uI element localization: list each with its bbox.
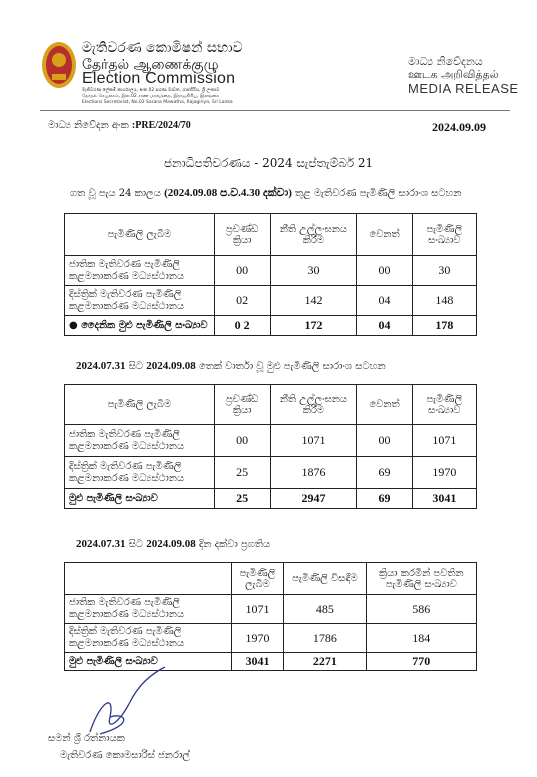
table-header-row — [65, 563, 477, 595]
table-cell: 00 — [357, 425, 412, 457]
row-label: ජාතික මැතිවරණ පැමිණිලි කළමනාකරණ මධ්‍යස්ථානය — [65, 595, 232, 624]
row-label: ජාතික මැතිවරණ පැමිණිලි කළමනාකරණ මධ්‍යස්ථානය — [65, 256, 215, 286]
column-header: පැමිණිලි සංඛ්‍යාව — [412, 214, 476, 256]
media-release-tamil: ஊடக அறிவித்தல் — [408, 68, 499, 81]
row-label: ජාතික මැතිවරණ පැමිණිලි කළමනාකරණ මධ්‍යස්ථානය — [65, 425, 215, 457]
address-line: Elections Secretariat, No.02 Sarana Mawatha, Rajagiriya, Sri Lanka — [82, 100, 233, 105]
row-label: දිස්ත්‍රික් මැතිවරණ පැමිණිලි කළමනාකරණ මධ්‍යස්ථානය — [65, 286, 215, 316]
header-divider — [40, 110, 510, 111]
caption-period: (2024.09.08 ප.ව.4.30 දක්වා) — [164, 187, 292, 199]
column-header — [65, 563, 232, 595]
handwritten-signature — [70, 662, 180, 742]
table-cell: 69 — [357, 457, 412, 489]
caption-text: සිට — [128, 539, 144, 550]
column-header: ප්‍රචණ්ඩ ක්‍රියා — [214, 214, 270, 256]
table-cell: 0 2 — [214, 316, 270, 336]
table-cell: 04 — [357, 286, 412, 316]
table-cell: 25 — [214, 489, 270, 509]
caption-date: 2024.07.31 — [76, 360, 126, 372]
table-cell: 30 — [270, 256, 357, 286]
caption-text: සිට — [128, 361, 144, 372]
table-cell: 69 — [357, 489, 412, 509]
table-header-row — [65, 214, 477, 256]
media-release-english: MEDIA RELEASE — [408, 81, 519, 96]
table-cell: 178 — [412, 316, 476, 336]
table-cell: 1970 — [412, 457, 476, 489]
column-header: වෙනත් — [357, 214, 412, 256]
table-cell: 04 — [357, 316, 412, 336]
table-cell: 00 — [214, 256, 270, 286]
row-label: දිස්ත්‍රික් මැතිවරණ පැමිණිලි කළමනාකරණ මධ්‍යස්ථානය — [65, 457, 215, 489]
table2-caption — [76, 360, 386, 372]
column-header: පැමිණිලි සංඛ්‍යාව — [412, 385, 476, 425]
signatory-title: මැතිවරණ කොමසාරිස් ජනරාල් — [60, 750, 190, 761]
table-cell: 1071 — [270, 425, 357, 457]
table-row — [65, 425, 477, 457]
table-header-row — [65, 385, 477, 425]
table-cell: 1786 — [284, 624, 366, 653]
row-label: මුළු පැමිණිලි සංඛ්‍යාව — [65, 653, 232, 671]
table-cell: 142 — [270, 286, 357, 316]
table-total-row — [65, 489, 477, 509]
table-cell: 586 — [366, 595, 476, 624]
table3-progress — [64, 562, 477, 671]
header-sinhala: මැතිවරණ කොමිෂන් සභාව — [82, 40, 243, 56]
table-cell: 02 — [214, 286, 270, 316]
table-cell: 3041 — [412, 489, 476, 509]
header-address — [82, 88, 282, 106]
column-header: පැමිණිලි ලැබීම — [231, 563, 284, 595]
table1-caption — [70, 187, 462, 200]
table-cell: 2271 — [284, 653, 366, 671]
table-cell: 172 — [270, 316, 357, 336]
reference-label: මාධ්‍ය නිවේදන අංක — [48, 120, 129, 131]
caption-date: 2024.09.08 — [146, 360, 196, 372]
table-cell: 3041 — [231, 653, 284, 671]
table-cell: 1970 — [231, 624, 284, 653]
row-label: ● දෛනික මුළු පැමිණිලි සංඛ්‍යාව — [65, 316, 215, 336]
media-release-sinhala: මාධ්‍ය නිවේදනය — [408, 55, 483, 68]
table-cell: 1071 — [231, 595, 284, 624]
table3-caption — [76, 538, 270, 550]
header-english: Election Commission — [82, 70, 236, 87]
column-header: ක්‍රියා කරමින් පවතින පැමිණිලි සංඛ්‍යාව — [366, 563, 476, 595]
table-row — [65, 624, 477, 653]
caption-date: 2024.07.31 — [76, 538, 126, 550]
column-header: නීති උල්ලංඝනය කිරීම — [270, 385, 357, 425]
table-cell: 184 — [366, 624, 476, 653]
table-cell: 148 — [412, 286, 476, 316]
caption-text: දින දක්වා ප්‍රගතිය — [198, 539, 271, 550]
address-line: මැතිවරණ ලේකම් කාර්යාලය, අංක 02 සරණ මාවත, රාජගිරිය, ශ්‍රී ලංකාව — [82, 88, 220, 93]
caption-text: තෙක් වාර්තා වූ මුළු පැමිණිලි සාරාංශ සටහන — [198, 361, 386, 372]
header-tamil: தேர்தல் ஆணைக்குழு — [82, 57, 219, 73]
caption-date: 2024.09.08 — [146, 538, 196, 550]
release-date: 2024.09.09 — [432, 120, 486, 134]
column-header: නීති උල්ලංඝනය කිරීම — [270, 214, 357, 256]
table-cell: 1071 — [412, 425, 476, 457]
table2-cumulative-summary — [64, 384, 477, 509]
table-cell: 00 — [357, 256, 412, 286]
column-header: පැමිණිලි ලැබීම — [65, 385, 215, 425]
table-row — [65, 286, 477, 316]
table-cell: 25 — [214, 457, 270, 489]
column-header: පැමිණිලි විසඳීම — [284, 563, 366, 595]
table-cell: 2947 — [270, 489, 357, 509]
caption-text: ගත වූ පැය 24 කාලය — [70, 188, 161, 199]
row-label: මුළු පැමිණිලි සංඛ්‍යාව — [65, 489, 215, 509]
reference-value: :PRE/2024/70 — [131, 120, 191, 131]
column-header: වෙනත් — [357, 385, 412, 425]
table-cell: 00 — [214, 425, 270, 457]
row-label: දිස්ත්‍රික් මැතිවරණ පැමිණිලි කළමනාකරණ මධ්‍යස්ථානය — [65, 624, 232, 653]
table-cell: 30 — [412, 256, 476, 286]
document-title: ජනාධිපතිවරණය - 2024 සැප්තැම්බර් 21 — [163, 156, 374, 170]
table1-daily-summary — [64, 213, 477, 336]
table-cell: 770 — [366, 653, 476, 671]
table-cell: 1876 — [270, 457, 357, 489]
table-cell: 485 — [284, 595, 366, 624]
table-row — [65, 595, 477, 624]
table-row — [65, 256, 477, 286]
table-row — [65, 457, 477, 489]
signatory-name: සමන් ශ්‍රී රත්නායක — [48, 733, 125, 744]
reference-number — [48, 120, 191, 131]
column-header: පැමිණිලි ලැබීම — [65, 214, 215, 256]
caption-text: තුළ මැතිවරණ පැමිණිලි සාරාංශ සටහන — [295, 188, 462, 199]
table-total-row — [65, 316, 477, 336]
column-header: ප්‍රචණ්ඩ ක්‍රියා — [214, 385, 270, 425]
address-line: தேர்தல் செயலகம், இல.02 சரண மாவத்தை, இராஜகிரிய, இலங்கை — [82, 94, 220, 99]
election-commission-emblem — [40, 40, 78, 90]
